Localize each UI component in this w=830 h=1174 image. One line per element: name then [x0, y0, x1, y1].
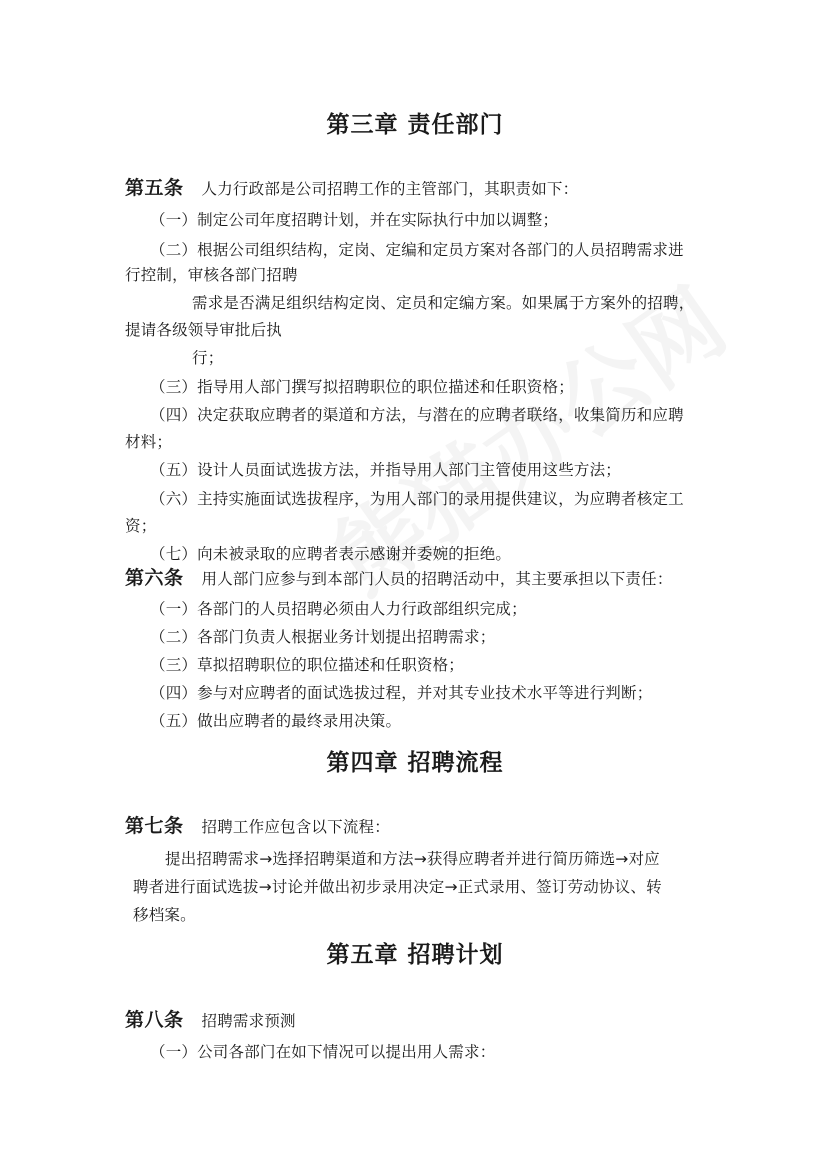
article-6-line: （二）各部门负责人根据业务计划提出招聘需求；: [150, 628, 496, 646]
article-8-heading: [125, 1010, 296, 1031]
article-5-line: （五）设计人员面试选拔方法，并指导用人部门主管使用这些方法；: [150, 461, 622, 479]
article-5-line: 行控制，审核各部门招聘: [125, 266, 298, 284]
article-6-line: （四）参与对应聘者的面试选拔过程，并对其专业技术水平等进行判断；: [150, 684, 653, 702]
article-8-line: （一）公司各部门在如下情况可以提出用人需求：: [150, 1043, 496, 1061]
article-5-line: （四）决定获取应聘者的渠道和方法，与潜在的应聘者联络，收集简历和应聘: [150, 406, 684, 424]
article-8-intro: 招聘需求预测: [201, 1012, 296, 1030]
chapter-5-title: 第五章 招聘计划: [326, 942, 504, 968]
chapter-4-title: 第四章 招聘流程: [326, 750, 504, 776]
article-5-line: （二）根据公司组织结构，定岗、定编和定员方案对各部门的人员招聘需求进: [150, 241, 684, 259]
article-7-label: 第七条: [125, 815, 184, 837]
article-6-intro: 用人部门应参与到本部门人员的招聘活动中，其主要承担以下责任：: [201, 570, 673, 588]
article-5-label: 第五条: [125, 177, 184, 199]
article-5-line: （七）向未被录取的应聘者表示感谢并委婉的拒绝。: [150, 545, 512, 563]
chapter-3-title: 第三章 责任部门: [326, 112, 504, 138]
article-8-label: 第八条: [125, 1009, 184, 1031]
article-6-line: （三）草拟招聘职位的职位描述和任职资格；: [150, 656, 465, 674]
article-5-line: （六）主持实施面试选拔程序，为用人部门的录用提供建议，为应聘者核定工: [150, 490, 684, 508]
article-5-line: （一）制定公司年度招聘计划，并在实际执行中加以调整；: [150, 211, 559, 229]
article-6-label: 第六条: [125, 567, 184, 589]
article-5-line: 资；: [125, 517, 157, 535]
article-7-line: 聘者进行面试选拔→讨论并做出初步录用决定→正式录用、签订劳动协议、转: [133, 878, 662, 896]
article-6-line: （五）做出应聘者的最终录用决策。: [150, 712, 402, 730]
article-5-intro: 人力行政部是公司招聘工作的主管部门，其职责如下：: [201, 180, 579, 198]
article-5-line: 材料；: [125, 433, 173, 451]
article-5-line: （三）指导用人部门撰写拟招聘职位的职位描述和任职资格；: [150, 378, 574, 396]
article-5-line: 行；: [192, 349, 224, 367]
article-5-line: 提请各级领导审批后执: [125, 321, 283, 339]
article-7-line: 移档案。: [133, 906, 196, 924]
article-5-line: 需求是否满足组织结构定岗、定员和定编方案。如果属于方案外的招聘，: [192, 294, 695, 312]
article-7-intro: 招聘工作应包含以下流程：: [201, 818, 390, 836]
article-6-heading: [125, 568, 673, 589]
article-6-line: （一）各部门的人员招聘必须由人力行政部组织完成；: [150, 600, 527, 618]
article-5-heading: [125, 178, 578, 199]
article-7-line: 提出招聘需求→选择招聘渠道和方法→获得应聘者并进行简历筛选→对应: [165, 850, 660, 868]
article-7-heading: [125, 816, 390, 837]
